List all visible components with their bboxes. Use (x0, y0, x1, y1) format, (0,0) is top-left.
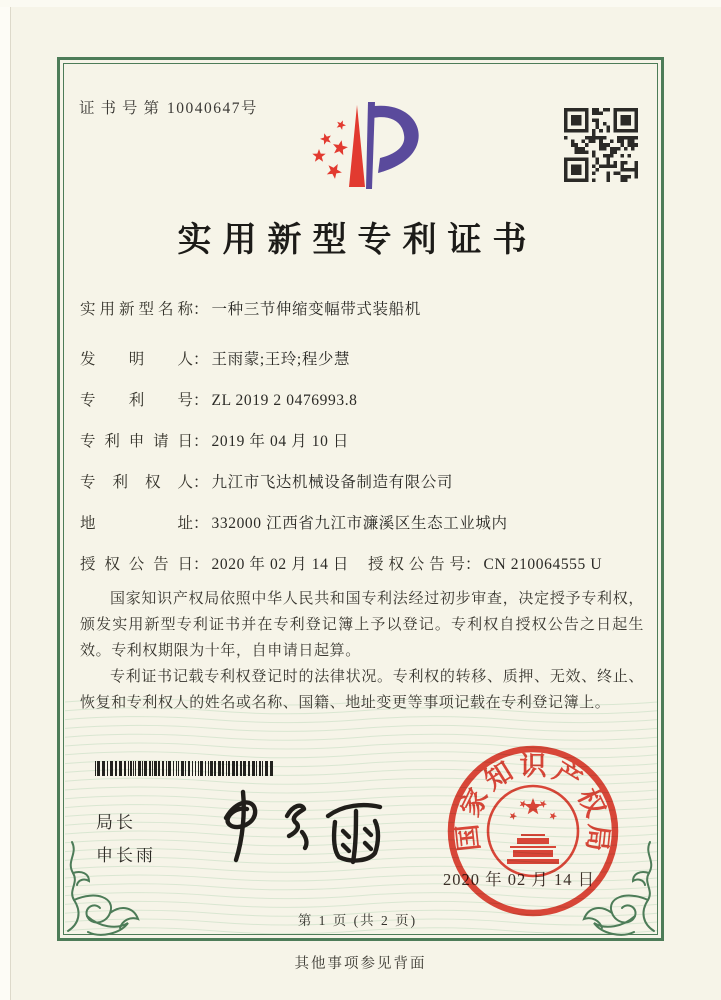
legal-paragraph-1: 国家知识产权局依照中华人民共和国专利法经过初步审查，决定授予专利权，颁发实用新型专利证书并在专利登记簿上予以登记。专利权自授权公告之日起生效。专利权期限为十年，自申请日起算。 (80, 591, 644, 659)
signature-block (96, 806, 156, 872)
field-label: 地址 (80, 515, 193, 532)
director-title: 局长 (96, 813, 136, 832)
field-address (80, 512, 643, 536)
page-number: 第 1 页 (共 2 页) (297, 913, 418, 928)
colon: ： (193, 351, 209, 368)
colon: ： (465, 556, 481, 573)
field-label: 专利号 (80, 392, 193, 409)
scan-edge (0, 0, 721, 7)
field-value: ZL 2019 2 0476993.8 (211, 392, 358, 409)
legal-text (80, 586, 644, 716)
svg-text:国: 国 (452, 822, 485, 853)
handwritten-signature (212, 786, 397, 878)
back-side-note: 其他事项参见背面 (294, 956, 427, 972)
field-value: 王雨蒙;王玲;程少慧 (211, 351, 351, 368)
field-label: 实用新型名称 (80, 301, 193, 318)
certificate-fields (80, 298, 643, 594)
svg-text:家: 家 (455, 783, 494, 822)
svg-text:局: 局 (581, 822, 614, 853)
colon: ： (193, 301, 209, 318)
field-label: 授权公告日 (80, 556, 193, 573)
certificate-number-value: 10040647 (167, 100, 242, 117)
cnipa-patent-logo (283, 99, 433, 204)
field-patentee (80, 471, 643, 495)
logo-p-bowl (373, 106, 419, 173)
logo-stars-icon (312, 120, 348, 178)
field-label: 发明人 (80, 351, 193, 368)
field-label: 专利权人 (80, 474, 193, 491)
certificate-title: 实用新型专利证书 (177, 222, 538, 259)
field-inventors (80, 348, 643, 372)
field-label: 专利申请日 (80, 433, 193, 450)
field-value: CN 210064555 U (483, 556, 603, 573)
certificate-number-suffix: 号 (241, 100, 263, 117)
national-emblem-icon (488, 786, 578, 876)
field-value: 一种三节伸缩变幅带式装船机 (211, 301, 421, 318)
svg-text:识: 识 (519, 751, 547, 781)
svg-text:知: 知 (479, 756, 518, 796)
director-name: 申长雨 (96, 846, 156, 865)
barcode (95, 761, 277, 776)
field-grant-date (80, 553, 643, 577)
field-filing-date (80, 430, 643, 454)
field-value: 九江市飞达机械设备制造有限公司 (211, 474, 454, 491)
field-label: 授权公告号 (368, 556, 465, 573)
colon: ： (193, 515, 209, 532)
field-value: 332000 江西省九江市濂溪区生态工业城内 (211, 515, 508, 532)
field-grant-number (368, 553, 602, 577)
colon: ： (193, 474, 209, 491)
logo-red-wedge (349, 105, 365, 187)
field-value: 2019 年 04 月 10 日 (211, 433, 349, 450)
colon: ： (193, 433, 209, 450)
scan-edge (0, 0, 11, 1000)
colon: ： (193, 556, 209, 573)
legal-paragraph-2: 专利证书记载专利权登记时的法律状况。专利权的转移、质押、无效、终止、恢复和专利权人的姓名或名称、国籍、地址变更等事项记载在专利登记簿上。 (80, 669, 644, 711)
seal-date: 2020 年 02 月 14 日 (443, 870, 596, 889)
field-value: 2020 年 02 月 14 日 (211, 556, 349, 573)
certificate-number-prefix: 证书号第 (79, 100, 166, 117)
colon: ： (193, 392, 209, 409)
svg-text:权: 权 (572, 783, 611, 822)
qr-code (564, 108, 638, 182)
field-patent-number (80, 389, 643, 413)
certificate-number (79, 96, 263, 118)
field-utility-model-name (80, 298, 643, 322)
official-seal (442, 740, 624, 922)
svg-text:产: 产 (548, 756, 587, 796)
